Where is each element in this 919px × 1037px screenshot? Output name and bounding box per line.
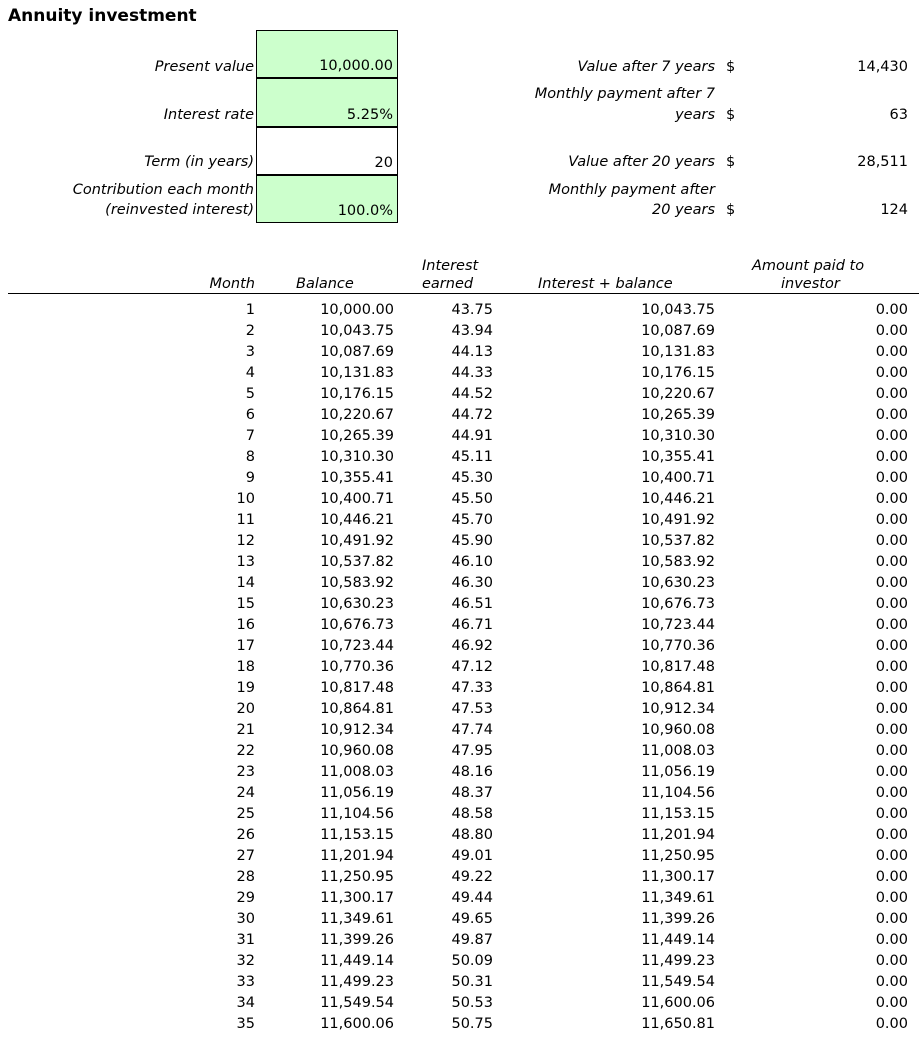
table-row <box>0 344 919 365</box>
interest-cell[interactable]: 48.37 <box>451 785 493 801</box>
interest-balance-cell[interactable]: 11,008.03 <box>641 743 715 759</box>
interest-cell[interactable]: 47.74 <box>451 722 493 738</box>
paid-cell[interactable]: 0.00 <box>875 407 908 423</box>
payment20-value: 124 <box>880 202 908 218</box>
month-cell[interactable]: 31 <box>236 932 255 948</box>
payment20-label-line1: Monthly payment after <box>548 182 715 198</box>
table-row <box>0 407 919 428</box>
table-row <box>0 491 919 512</box>
month-cell[interactable]: 13 <box>236 554 255 570</box>
balance-cell[interactable]: 11,300.17 <box>320 890 394 906</box>
balance-cell[interactable]: 11,499.23 <box>320 974 394 990</box>
interest-balance-cell[interactable]: 10,537.82 <box>641 533 715 549</box>
table-row <box>0 596 919 617</box>
interest-cell[interactable]: 49.01 <box>451 848 493 864</box>
balance-cell[interactable]: 10,355.41 <box>320 470 394 486</box>
paid-cell[interactable]: 0.00 <box>875 1016 908 1032</box>
balance-cell[interactable]: 11,399.26 <box>320 932 394 948</box>
table-row <box>0 680 919 701</box>
balance-cell[interactable]: 10,310.30 <box>320 449 394 465</box>
balance-cell[interactable]: 11,056.19 <box>320 785 394 801</box>
payment7-currency: $ <box>726 107 736 123</box>
balance-cell[interactable]: 10,400.71 <box>320 491 394 507</box>
balance-cell[interactable]: 11,250.95 <box>320 869 394 885</box>
month-cell[interactable]: 32 <box>236 953 255 969</box>
month-cell[interactable]: 5 <box>245 386 255 402</box>
value20-label: Value after 20 years <box>568 154 715 170</box>
interest-cell[interactable]: 44.91 <box>451 428 493 444</box>
balance-cell[interactable]: 10,912.34 <box>320 722 394 738</box>
interest-cell[interactable]: 45.30 <box>451 470 493 486</box>
table-row <box>0 953 919 974</box>
balance-cell[interactable]: 11,349.61 <box>320 911 394 927</box>
value7-value: 14,430 <box>857 59 908 75</box>
interest-cell[interactable]: 46.30 <box>451 575 493 591</box>
table-row <box>0 743 919 764</box>
interest-cell[interactable]: 47.33 <box>451 680 493 696</box>
interest-balance-cell[interactable]: 10,491.92 <box>641 512 715 528</box>
interest-balance-cell[interactable]: 11,600.06 <box>641 995 715 1011</box>
table-row <box>0 302 919 323</box>
term-value: 20 <box>374 155 393 171</box>
table-row <box>0 470 919 491</box>
interest-balance-cell[interactable]: 11,201.94 <box>641 827 715 843</box>
table-row <box>0 428 919 449</box>
table-row <box>0 554 919 575</box>
table-row <box>0 827 919 848</box>
month-cell[interactable]: 25 <box>236 806 255 822</box>
payment7-label-line1: Monthly payment after 7 <box>534 86 715 102</box>
interest-cell[interactable]: 45.11 <box>451 449 493 465</box>
header-divider <box>8 293 919 294</box>
paid-cell[interactable]: 0.00 <box>875 953 908 969</box>
month-cell[interactable]: 8 <box>245 449 255 465</box>
month-cell[interactable]: 1 <box>245 302 255 318</box>
header-paid-line1: Amount paid to <box>752 258 865 274</box>
interest-cell[interactable]: 46.71 <box>451 617 493 633</box>
interest-balance-cell[interactable]: 11,056.19 <box>641 764 715 780</box>
balance-cell[interactable]: 10,000.00 <box>320 302 394 318</box>
month-cell[interactable]: 19 <box>236 680 255 696</box>
table-row <box>0 533 919 554</box>
interest-balance-cell[interactable]: 11,650.81 <box>641 1016 715 1032</box>
interest-cell[interactable]: 46.92 <box>451 638 493 654</box>
contribution-label-line2: (reinvested interest) <box>105 202 254 218</box>
paid-cell[interactable]: 0.00 <box>875 890 908 906</box>
balance-cell[interactable]: 11,600.06 <box>320 1016 394 1032</box>
table-row <box>0 575 919 596</box>
interest-balance-cell[interactable]: 11,449.14 <box>641 932 715 948</box>
balance-cell[interactable]: 11,549.54 <box>320 995 394 1011</box>
interest-balance-cell[interactable]: 11,399.26 <box>641 911 715 927</box>
interest-cell[interactable]: 45.50 <box>451 491 493 507</box>
month-cell[interactable]: 23 <box>236 764 255 780</box>
payment20-label-line2: 20 years <box>652 202 715 218</box>
balance-cell[interactable]: 10,864.81 <box>320 701 394 717</box>
table-row <box>0 512 919 533</box>
payment7-value: 63 <box>889 107 908 123</box>
paid-cell[interactable]: 0.00 <box>875 554 908 570</box>
table-row <box>0 806 919 827</box>
paid-cell[interactable]: 0.00 <box>875 848 908 864</box>
month-cell[interactable]: 2 <box>245 323 255 339</box>
interest-cell[interactable]: 45.70 <box>451 512 493 528</box>
balance-cell[interactable]: 10,043.75 <box>320 323 394 339</box>
balance-cell[interactable]: 10,176.15 <box>320 386 394 402</box>
interest-balance-cell[interactable]: 11,499.23 <box>641 953 715 969</box>
sheet-title: Annuity investment <box>8 6 197 26</box>
table-row <box>0 764 919 785</box>
interest-rate-cell[interactable] <box>256 78 398 127</box>
month-cell[interactable]: 6 <box>245 407 255 423</box>
interest-balance-cell[interactable]: 10,912.34 <box>641 701 715 717</box>
interest-balance-cell[interactable]: 10,630.23 <box>641 575 715 591</box>
balance-cell[interactable]: 10,676.73 <box>320 617 394 633</box>
interest-balance-cell[interactable]: 10,131.83 <box>641 344 715 360</box>
balance-cell[interactable]: 10,131.83 <box>320 365 394 381</box>
paid-cell[interactable]: 0.00 <box>875 911 908 927</box>
balance-cell[interactable]: 10,537.82 <box>320 554 394 570</box>
month-cell[interactable]: 22 <box>236 743 255 759</box>
balance-cell[interactable]: 10,817.48 <box>320 680 394 696</box>
header-interest-line2: earned <box>422 276 474 292</box>
interest-cell[interactable]: 44.52 <box>451 386 493 402</box>
month-cell[interactable]: 27 <box>236 848 255 864</box>
interest-cell[interactable]: 49.87 <box>451 932 493 948</box>
month-cell[interactable]: 17 <box>236 638 255 654</box>
paid-cell[interactable]: 0.00 <box>875 386 908 402</box>
interest-balance-cell[interactable]: 10,310.30 <box>641 428 715 444</box>
paid-cell[interactable]: 0.00 <box>875 323 908 339</box>
interest-balance-cell[interactable]: 11,549.54 <box>641 974 715 990</box>
paid-cell[interactable]: 0.00 <box>875 701 908 717</box>
interest-balance-cell[interactable]: 10,770.36 <box>641 638 715 654</box>
table-row <box>0 722 919 743</box>
month-cell[interactable]: 33 <box>236 974 255 990</box>
interest-balance-cell[interactable]: 10,960.08 <box>641 722 715 738</box>
header-month: Month <box>209 276 255 292</box>
table-row <box>0 974 919 995</box>
interest-balance-cell[interactable]: 10,265.39 <box>641 407 715 423</box>
interest-cell[interactable]: 49.22 <box>451 869 493 885</box>
interest-cell[interactable]: 50.53 <box>451 995 493 1011</box>
present-value-value: 10,000.00 <box>319 58 393 74</box>
table-row <box>0 617 919 638</box>
interest-balance-cell[interactable]: 10,817.48 <box>641 659 715 675</box>
interest-cell[interactable]: 48.16 <box>451 764 493 780</box>
paid-cell[interactable]: 0.00 <box>875 302 908 318</box>
month-cell[interactable]: 11 <box>236 512 255 528</box>
interest-balance-cell[interactable]: 10,723.44 <box>641 617 715 633</box>
balance-cell[interactable]: 10,491.92 <box>320 533 394 549</box>
interest-balance-cell[interactable]: 11,153.15 <box>641 806 715 822</box>
month-cell[interactable]: 34 <box>236 995 255 1011</box>
contribution-label-line1: Contribution each month <box>72 182 254 198</box>
interest-cell[interactable]: 47.12 <box>451 659 493 675</box>
header-paid-line2: investor <box>781 276 840 292</box>
month-cell[interactable]: 15 <box>236 596 255 612</box>
balance-cell[interactable]: 10,630.23 <box>320 596 394 612</box>
balance-cell[interactable]: 10,265.39 <box>320 428 394 444</box>
paid-cell[interactable]: 0.00 <box>875 617 908 633</box>
interest-balance-cell[interactable]: 11,250.95 <box>641 848 715 864</box>
interest-cell[interactable]: 47.53 <box>451 701 493 717</box>
balance-cell[interactable]: 11,104.56 <box>320 806 394 822</box>
paid-cell[interactable]: 0.00 <box>875 743 908 759</box>
balance-cell[interactable]: 10,960.08 <box>320 743 394 759</box>
balance-cell[interactable]: 11,008.03 <box>320 764 394 780</box>
interest-balance-cell[interactable]: 10,043.75 <box>641 302 715 318</box>
contribution-cell[interactable] <box>256 175 398 223</box>
table-row <box>0 386 919 407</box>
term-cell[interactable] <box>256 127 398 175</box>
paid-cell[interactable]: 0.00 <box>875 533 908 549</box>
interest-cell[interactable]: 46.51 <box>451 596 493 612</box>
table-row <box>0 1016 919 1037</box>
table-row <box>0 911 919 932</box>
month-cell[interactable]: 20 <box>236 701 255 717</box>
interest-balance-cell[interactable]: 10,220.67 <box>641 386 715 402</box>
interest-rate-value: 5.25% <box>346 107 393 123</box>
interest-cell[interactable]: 50.75 <box>451 1016 493 1032</box>
month-cell[interactable]: 18 <box>236 659 255 675</box>
header-interest-line1: Interest <box>422 258 479 274</box>
interest-balance-cell[interactable]: 11,349.61 <box>641 890 715 906</box>
interest-balance-cell[interactable]: 10,355.41 <box>641 449 715 465</box>
month-cell[interactable]: 14 <box>236 575 255 591</box>
balance-cell[interactable]: 11,201.94 <box>320 848 394 864</box>
interest-cell[interactable]: 48.58 <box>451 806 493 822</box>
table-row <box>0 890 919 911</box>
schedule-table-body <box>0 302 919 1037</box>
month-cell[interactable]: 35 <box>236 1016 255 1032</box>
interest-cell[interactable]: 49.65 <box>451 911 493 927</box>
interest-rate-label: Interest rate <box>163 107 254 123</box>
paid-cell[interactable]: 0.00 <box>875 596 908 612</box>
header-balance: Balance <box>296 276 354 292</box>
interest-cell[interactable]: 46.10 <box>451 554 493 570</box>
table-row <box>0 848 919 869</box>
month-cell[interactable]: 28 <box>236 869 255 885</box>
table-row <box>0 869 919 890</box>
interest-cell[interactable]: 49.44 <box>451 890 493 906</box>
contribution-value: 100.0% <box>337 203 393 219</box>
paid-cell[interactable]: 0.00 <box>875 575 908 591</box>
paid-cell[interactable]: 0.00 <box>875 491 908 507</box>
interest-balance-cell[interactable]: 10,864.81 <box>641 680 715 696</box>
table-row <box>0 932 919 953</box>
month-cell[interactable]: 4 <box>245 365 255 381</box>
value20-value: 28,511 <box>857 154 908 170</box>
interest-cell[interactable]: 50.09 <box>451 953 493 969</box>
present-value-cell[interactable] <box>256 30 398 78</box>
paid-cell[interactable]: 0.00 <box>875 470 908 486</box>
term-label: Term (in years) <box>144 154 254 170</box>
paid-cell[interactable]: 0.00 <box>875 680 908 696</box>
month-cell[interactable]: 21 <box>236 722 255 738</box>
month-cell[interactable]: 9 <box>245 470 255 486</box>
month-cell[interactable]: 26 <box>236 827 255 843</box>
balance-cell[interactable]: 10,583.92 <box>320 575 394 591</box>
month-cell[interactable]: 7 <box>245 428 255 444</box>
balance-cell[interactable]: 11,153.15 <box>320 827 394 843</box>
month-cell[interactable]: 30 <box>236 911 255 927</box>
table-row <box>0 659 919 680</box>
balance-cell[interactable]: 10,220.67 <box>320 407 394 423</box>
month-cell[interactable]: 24 <box>236 785 255 801</box>
value7-label: Value after 7 years <box>577 59 715 75</box>
paid-cell[interactable]: 0.00 <box>875 428 908 444</box>
paid-cell[interactable]: 0.00 <box>875 806 908 822</box>
interest-balance-cell[interactable]: 10,087.69 <box>641 323 715 339</box>
interest-cell[interactable]: 47.95 <box>451 743 493 759</box>
interest-balance-cell[interactable]: 10,676.73 <box>641 596 715 612</box>
paid-cell[interactable]: 0.00 <box>875 512 908 528</box>
payment20-currency: $ <box>726 202 736 218</box>
interest-balance-cell[interactable]: 10,176.15 <box>641 365 715 381</box>
interest-cell[interactable]: 43.75 <box>451 302 493 318</box>
value7-currency: $ <box>726 59 736 75</box>
interest-cell[interactable]: 45.90 <box>451 533 493 549</box>
interest-balance-cell[interactable]: 10,446.21 <box>641 491 715 507</box>
payment7-label-line2: years <box>675 107 715 123</box>
paid-cell[interactable]: 0.00 <box>875 659 908 675</box>
interest-cell[interactable]: 44.33 <box>451 365 493 381</box>
paid-cell[interactable]: 0.00 <box>875 764 908 780</box>
table-row <box>0 785 919 806</box>
paid-cell[interactable]: 0.00 <box>875 827 908 843</box>
paid-cell[interactable]: 0.00 <box>875 638 908 654</box>
balance-cell[interactable]: 10,087.69 <box>320 344 394 360</box>
table-row <box>0 449 919 470</box>
interest-balance-cell[interactable]: 11,300.17 <box>641 869 715 885</box>
balance-cell[interactable]: 10,446.21 <box>320 512 394 528</box>
header-interest-balance: Interest + balance <box>538 276 673 292</box>
interest-balance-cell[interactable]: 11,104.56 <box>641 785 715 801</box>
paid-cell[interactable]: 0.00 <box>875 869 908 885</box>
interest-balance-cell[interactable]: 10,400.71 <box>641 470 715 486</box>
paid-cell[interactable]: 0.00 <box>875 974 908 990</box>
interest-cell[interactable]: 44.72 <box>451 407 493 423</box>
table-row <box>0 323 919 344</box>
month-cell[interactable]: 12 <box>236 533 255 549</box>
month-cell[interactable]: 3 <box>245 344 255 360</box>
paid-cell[interactable]: 0.00 <box>875 449 908 465</box>
interest-cell[interactable]: 44.13 <box>451 344 493 360</box>
balance-cell[interactable]: 10,770.36 <box>320 659 394 675</box>
table-row <box>0 365 919 386</box>
paid-cell[interactable]: 0.00 <box>875 365 908 381</box>
paid-cell[interactable]: 0.00 <box>875 722 908 738</box>
month-cell[interactable]: 16 <box>236 617 255 633</box>
table-row <box>0 995 919 1016</box>
paid-cell[interactable]: 0.00 <box>875 932 908 948</box>
value20-currency: $ <box>726 154 736 170</box>
present-value-label: Present value <box>154 59 254 75</box>
month-cell[interactable]: 29 <box>236 890 255 906</box>
paid-cell[interactable]: 0.00 <box>875 344 908 360</box>
paid-cell[interactable]: 0.00 <box>875 785 908 801</box>
balance-cell[interactable]: 11,449.14 <box>320 953 394 969</box>
interest-cell[interactable]: 50.31 <box>451 974 493 990</box>
interest-cell[interactable]: 43.94 <box>451 323 493 339</box>
table-row <box>0 701 919 722</box>
paid-cell[interactable]: 0.00 <box>875 995 908 1011</box>
balance-cell[interactable]: 10,723.44 <box>320 638 394 654</box>
interest-cell[interactable]: 48.80 <box>451 827 493 843</box>
month-cell[interactable]: 10 <box>236 491 255 507</box>
interest-balance-cell[interactable]: 10,583.92 <box>641 554 715 570</box>
table-row <box>0 638 919 659</box>
